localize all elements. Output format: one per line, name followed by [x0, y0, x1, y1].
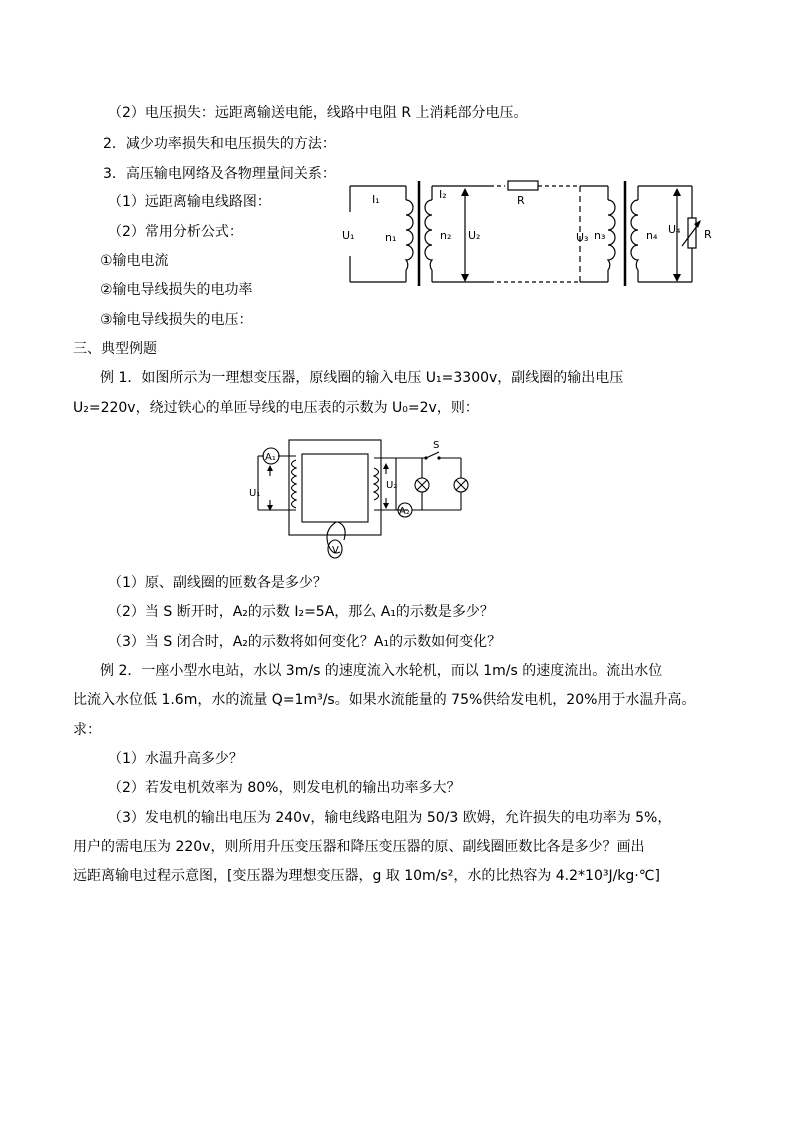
- text-line-22: 远距离输电过程示意图，[变压器为理想变压器，g 取 10m/s²，水的比热容为 4.2*10³J/kg·℃]: [73, 868, 660, 884]
- coil-n3: [608, 200, 615, 270]
- text-line-13: （2）当 S 断开时，A₂的示数 I₂=5A，那么 A₁的示数是多少？: [108, 604, 494, 620]
- text-line-8: ③输电导线损失的电压：: [100, 312, 253, 328]
- text-line-16: 比流入水位低 1.6m，水的流量 Q=1m³/s。如果水流能量的 75%供给发电机，20%用于水温升高。: [73, 692, 696, 708]
- text-line-10: 例 1．如图所示为一理想变压器，原线圈的输入电压 U₁=3300v，副线圈的输出电压: [100, 370, 624, 386]
- text-line-1: （2）电压损失：远距离输送电能，线路中电阻 R 上消耗部分电压。: [108, 105, 528, 121]
- label-V: V: [332, 545, 339, 556]
- coil-n4: [631, 200, 638, 270]
- label-S: S: [433, 440, 440, 451]
- coil-n2: [425, 200, 432, 270]
- primary-coil: [292, 460, 297, 508]
- transmission-diagram: [340, 178, 720, 290]
- label-U1: U₁: [249, 488, 261, 499]
- text-line-19: （2）若发电机效率为 80%，则发电机的输出功率多大？: [108, 780, 461, 796]
- transformer-core-inner: [302, 454, 368, 522]
- label-n4: n₄: [646, 229, 658, 242]
- text-line-14: （3）当 S 闭合时，A₂的示数将如何变化？A₁的示数如何变化？: [108, 634, 502, 650]
- text-line-18: （1）水温升高多少？: [108, 751, 243, 767]
- label-R-line: R: [517, 194, 525, 207]
- secondary-coil: [374, 468, 379, 500]
- text-line-4: （1）远距离输电线路图：: [108, 194, 271, 210]
- text-line-21: 用户的需电压为 220v，则所用升压变压器和降压变压器的原、副线圈匝数比各是多少？画出: [73, 839, 645, 855]
- coil-n1: [406, 200, 413, 270]
- label-I1: I₁: [372, 193, 380, 206]
- text-line-17: 求：: [73, 722, 101, 738]
- text-line-3: 3．高压输电网络及各物理量间关系：: [103, 166, 336, 182]
- line-resistor: [508, 181, 538, 190]
- text-line-11: U₂=220v，绕过铁心的单匝导线的电压表的示数为 U₀=2v，则：: [73, 400, 479, 416]
- text-line-6: ①输电电流: [100, 253, 169, 269]
- label-n2: n₂: [440, 229, 452, 242]
- text-line-7: ②输电导线损失的电功率: [100, 282, 253, 298]
- text-line-15: 例 2．一座小型水电站，水以 3m/s 的速度流入水轮机，而以 1m/s 的速度流出。流出水位: [100, 663, 663, 679]
- label-n1: n₁: [385, 231, 397, 244]
- label-U1: U₁: [342, 229, 355, 242]
- label-U4: U₄: [668, 223, 681, 236]
- label-R-load: R: [704, 228, 712, 241]
- label-U2: U₂: [386, 480, 398, 491]
- text-line-2: 2．减少功率损失和电压损失的方法：: [103, 136, 336, 152]
- label-A1: A₁: [265, 452, 276, 463]
- section-heading: 三、典型例题: [73, 341, 157, 357]
- label-U2: U₂: [468, 229, 481, 242]
- text-line-20: （3）发电机的输出电压为 240v，输电线路电阻为 50/3 欧姆，允许损失的电功率为 5%，: [108, 810, 672, 826]
- text-line-12: （1）原、副线圈的匝数各是多少？: [108, 575, 327, 591]
- text-line-5: （2）常用分析公式：: [108, 224, 243, 240]
- label-U3: U₃: [576, 231, 589, 244]
- label-A2: A₂: [399, 506, 410, 517]
- label-I2: I₂: [439, 188, 447, 201]
- transformer-circuit-diagram: [246, 436, 476, 568]
- label-n3: n₃: [594, 229, 606, 242]
